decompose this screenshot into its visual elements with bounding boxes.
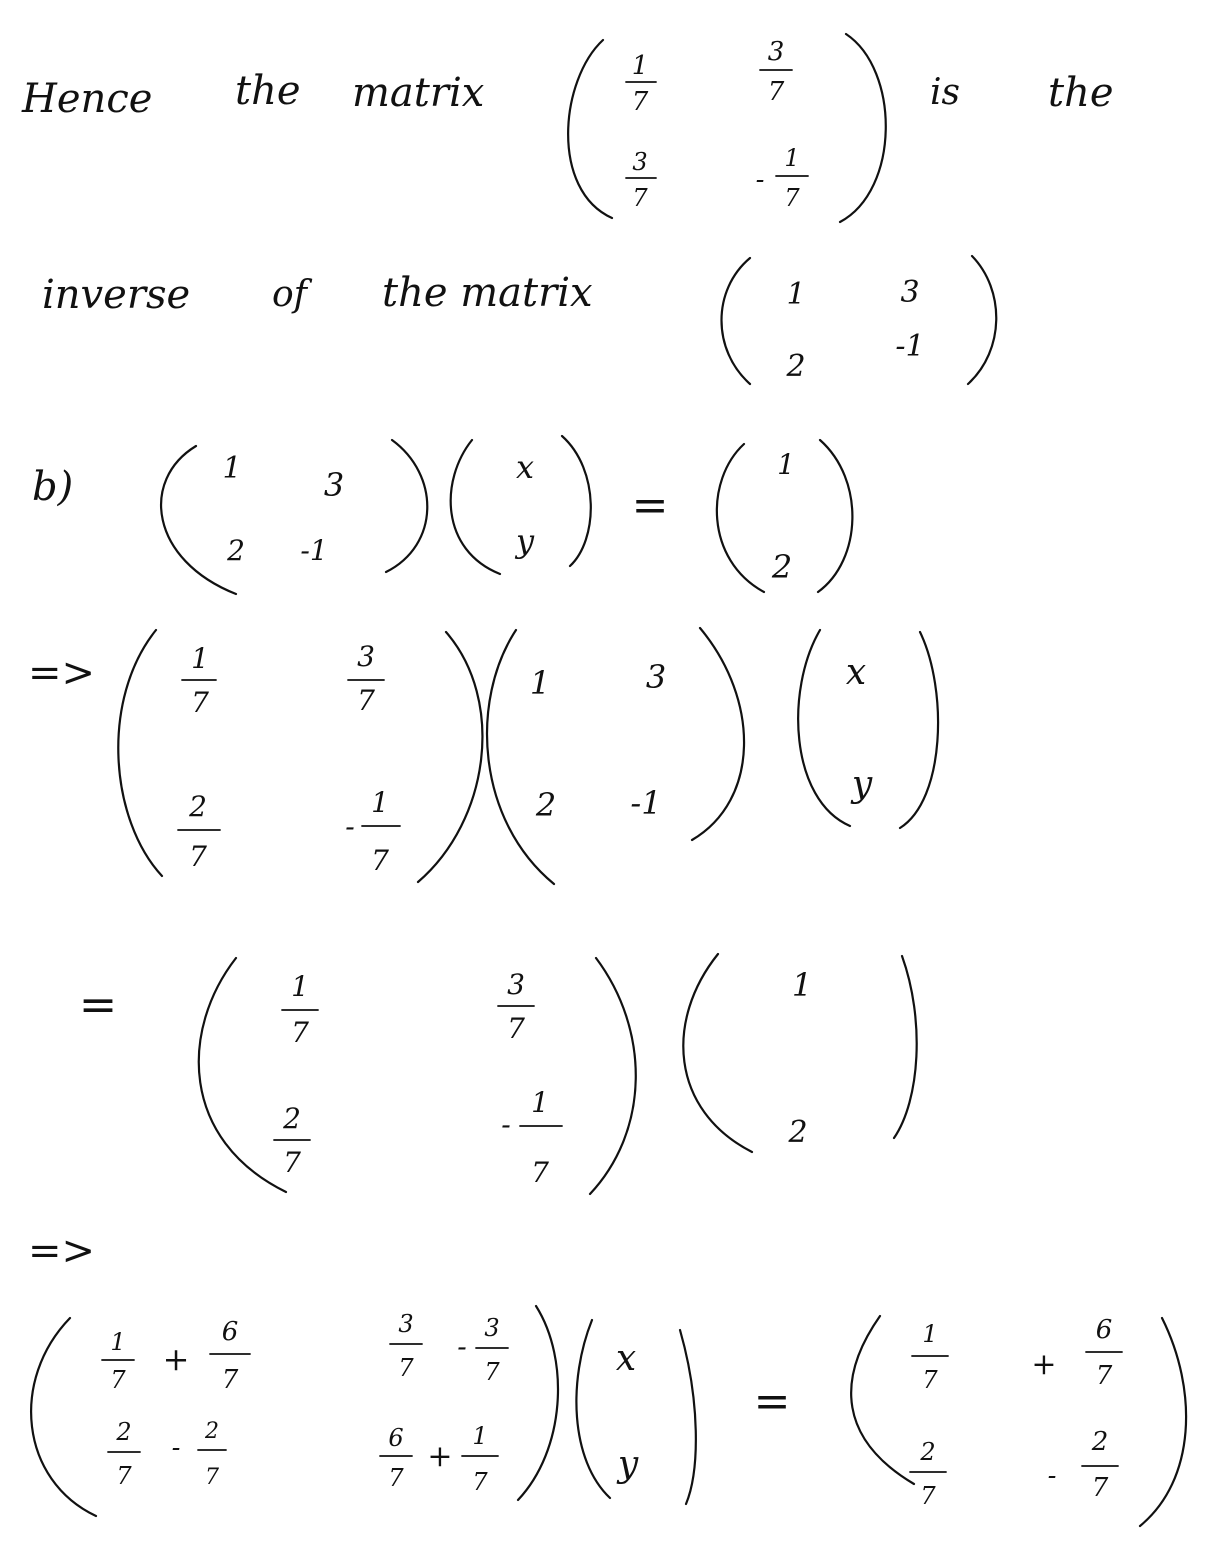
m1-r1c1-den: 7 xyxy=(631,87,649,117)
step3-vec-right-bracket xyxy=(680,1330,696,1504)
matrix2-right-bracket xyxy=(968,256,996,384)
word-is: is xyxy=(930,72,960,113)
matrix1-right-bracket xyxy=(840,34,886,222)
m1-r2c2-den: 7 xyxy=(784,184,800,212)
matrix2-left-bracket xyxy=(722,258,751,384)
s1-A-r1c2: 3 xyxy=(645,658,667,696)
s1-inv-r2c2-num: 1 xyxy=(371,786,389,819)
s3-rhs-r1-a-num: 1 xyxy=(922,1320,938,1348)
step2-rhs-right-bracket xyxy=(894,956,917,1138)
m1-r2c2-sign: - xyxy=(755,165,765,195)
b-A-r1c1: 1 xyxy=(222,451,242,486)
s3-rhs-r1-b-den: 7 xyxy=(1095,1361,1113,1391)
s3-vec-y: y xyxy=(617,1444,639,1485)
step1-inv-left-bracket xyxy=(118,630,162,876)
m1-r2c2-num: 1 xyxy=(784,144,800,172)
s3-r2c2-a-num: 6 xyxy=(388,1424,404,1452)
s1-A-r2c2: -1 xyxy=(630,784,662,822)
b-rhs-r2: 2 xyxy=(771,548,793,586)
s3-r2c1-op: - xyxy=(171,1433,181,1463)
s3-r1c2-op: - xyxy=(457,1330,467,1363)
s3-rhs-r2-b-den: 7 xyxy=(1091,1473,1109,1503)
s3-r1c2-a-den: 7 xyxy=(398,1354,414,1382)
word-the-2: the xyxy=(1048,70,1114,116)
b-vec-x: x xyxy=(515,448,535,486)
s3-r1c1-b-num: 6 xyxy=(221,1317,239,1347)
m2-r2c1: 2 xyxy=(786,349,806,384)
step1-implies: => xyxy=(28,650,96,696)
step3-vec-left-bracket xyxy=(576,1320,610,1498)
step1-vec-left-bracket xyxy=(798,630,850,826)
step3-m-right-bracket xyxy=(518,1306,558,1500)
m2-r2c2: -1 xyxy=(895,329,925,364)
b-rhs-r1: 1 xyxy=(777,448,795,481)
s3-r2c1-a-num: 2 xyxy=(116,1418,132,1446)
step3-equals: = xyxy=(753,1376,791,1427)
matrixA-right-bracket xyxy=(386,440,427,572)
word-inverse: inverse xyxy=(42,272,191,318)
word-of: of xyxy=(272,274,307,315)
s3-r2c1-a-den: 7 xyxy=(116,1462,132,1490)
s3-r1c1-a-num: 1 xyxy=(110,1328,126,1356)
word-the-matrix: the matrix xyxy=(382,270,593,316)
s2-inv-r1c2-num: 3 xyxy=(507,968,525,1001)
vec-xy-left-bracket xyxy=(451,440,500,574)
step2-equals: = xyxy=(78,977,118,1031)
rhs-right-bracket xyxy=(818,440,852,592)
b-A-r2c1: 2 xyxy=(227,534,245,567)
b-vec-y: y xyxy=(515,522,535,560)
m1-r1c1-num: 1 xyxy=(631,51,649,81)
s2-inv-r2c2-den: 7 xyxy=(531,1156,549,1189)
s3-rhs-r2-op: - xyxy=(1047,1461,1057,1491)
s3-vec-x: x xyxy=(615,1338,637,1379)
s3-rhs-r2-a-den: 7 xyxy=(920,1482,936,1510)
m1-r1c2-den: 7 xyxy=(767,77,785,107)
s2-rhs-r1: 1 xyxy=(791,966,813,1004)
s3-r1c1-a-den: 7 xyxy=(110,1366,126,1394)
s1-inv-r2c2-sign: - xyxy=(345,810,355,843)
step2-inv-left-bracket xyxy=(199,958,286,1192)
s1-inv-r2c1-den: 7 xyxy=(189,840,207,873)
s2-inv-r2c1-den: 7 xyxy=(283,1146,301,1179)
word-hence: Hence xyxy=(22,76,153,122)
s2-inv-r2c2-num: 1 xyxy=(531,1086,549,1119)
m2-r1c1: 1 xyxy=(786,277,806,312)
step1-A-right-bracket xyxy=(692,628,744,840)
s3-rhs-r2-b-num: 2 xyxy=(1091,1427,1109,1457)
rhs-left-bracket xyxy=(717,444,764,592)
m1-r2c1-den: 7 xyxy=(632,184,648,212)
s2-inv-r1c1-den: 7 xyxy=(291,1016,309,1049)
b-A-r2c2: -1 xyxy=(300,534,328,567)
s2-inv-r1c2-den: 7 xyxy=(507,1012,525,1045)
step3-rhs-right-bracket xyxy=(1140,1318,1186,1526)
s1-vec-y: y xyxy=(851,764,873,805)
s1-inv-r1c1-num: 1 xyxy=(191,642,209,675)
s3-r2c2-op: + xyxy=(427,1439,453,1474)
step1-inv-right-bracket xyxy=(418,632,482,882)
s3-r1c2-b-den: 7 xyxy=(484,1358,500,1386)
s2-inv-r2c2-sign: - xyxy=(501,1108,511,1141)
s1-A-r2c1: 2 xyxy=(535,786,557,824)
s3-rhs-r2-a-num: 2 xyxy=(920,1438,936,1466)
s1-vec-x: x xyxy=(845,652,867,693)
s3-r2c2-a-den: 7 xyxy=(388,1464,404,1492)
s1-inv-r1c2-den: 7 xyxy=(357,684,375,717)
s3-r1c1-b-den: 7 xyxy=(221,1365,239,1395)
s1-inv-r2c2-den: 7 xyxy=(371,844,389,877)
s1-inv-r2c1-num: 2 xyxy=(189,790,207,823)
step3-m-left-bracket xyxy=(31,1318,96,1516)
word-matrix: matrix xyxy=(352,70,485,116)
s3-r1c2-a-num: 3 xyxy=(398,1310,414,1338)
word-the: the xyxy=(235,68,301,114)
b-equals: = xyxy=(631,480,669,531)
matrix1-left-bracket xyxy=(568,40,612,218)
step3-rhs-left-bracket xyxy=(851,1316,914,1484)
step2-inv-right-bracket xyxy=(590,958,636,1194)
s1-inv-r1c2-num: 3 xyxy=(357,640,375,673)
s3-r2c2-b-den: 7 xyxy=(472,1468,488,1496)
b-A-r1c2: 3 xyxy=(323,466,345,504)
s2-inv-r2c1-num: 2 xyxy=(283,1102,301,1135)
step1-vec-right-bracket xyxy=(900,632,938,828)
vec-xy-right-bracket xyxy=(562,436,591,566)
s2-rhs-r2: 2 xyxy=(788,1115,808,1150)
step3-implies: => xyxy=(28,1228,96,1274)
step2-rhs-left-bracket xyxy=(683,954,752,1152)
m1-r2c1-num: 3 xyxy=(632,148,648,176)
s3-rhs-r1-op: + xyxy=(1031,1347,1057,1382)
s3-r2c1-b-den: 7 xyxy=(205,1465,219,1490)
s3-rhs-r1-a-den: 7 xyxy=(922,1366,938,1394)
s3-r1c2-b-num: 3 xyxy=(484,1314,500,1342)
s2-inv-r1c1-num: 1 xyxy=(291,970,309,1003)
s3-rhs-r1-b-num: 6 xyxy=(1095,1315,1113,1345)
m1-r1c2-num: 3 xyxy=(767,37,785,67)
part-b-label: b) xyxy=(32,464,74,510)
s3-r1c1-op: + xyxy=(162,1340,190,1378)
s1-A-r1c1: 1 xyxy=(529,664,551,702)
s1-inv-r1c1-den: 7 xyxy=(191,686,209,719)
s3-r2c2-b-num: 1 xyxy=(472,1422,488,1450)
s3-r2c1-b-num: 2 xyxy=(205,1419,219,1444)
m2-r1c2: 3 xyxy=(900,275,920,310)
